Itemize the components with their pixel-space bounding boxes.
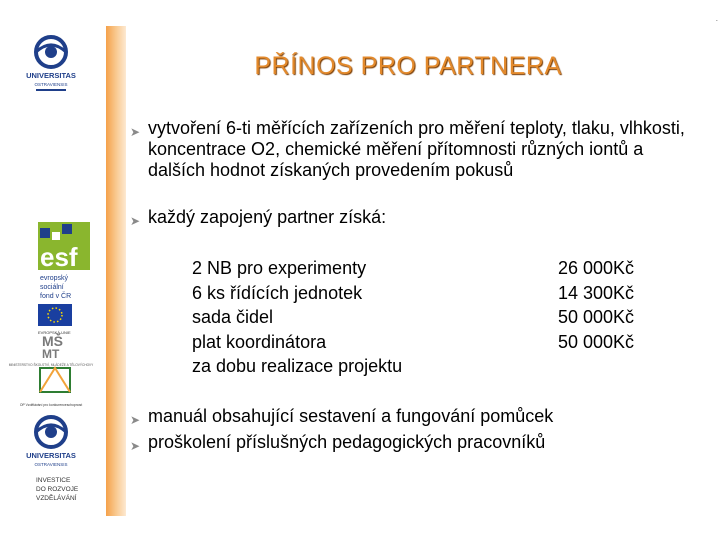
bullet-arrow-icon: ➤ (130, 413, 141, 427)
esf-line2: sociální (40, 284, 64, 291)
bullet-devices (130, 118, 702, 181)
op-logo (0, 364, 102, 412)
investice-3: VZDĚLÁVÁNÍ (36, 495, 77, 502)
list-item: za dobu realizace projektu (192, 356, 403, 376)
msmt-label: MINISTERSTVO ŠKOLSTVÍ, MLÁDEŽE A TĚLOVÝCHOVY (8, 363, 94, 367)
logo-column (0, 0, 102, 540)
bullet-partner-gets (130, 207, 690, 228)
bullet-devices-text: vytvoření 6-ti měřících zařízeních pro měření teploty, tlaku, vlhkosti, koncentrace O2, chemické měření přítomnosti různých iontů a dalších hodnot získaných provedením pokusů (148, 118, 685, 180)
bullet-manual (130, 406, 690, 427)
eu-label: EVROPSKÁ UNIE (38, 330, 71, 335)
svg-text:MŠ: MŠ (42, 333, 63, 349)
price-value: 26 000Kč (558, 258, 635, 278)
list-item: 6 ks řídících jednotek (192, 282, 363, 303)
orange-accent-bar (106, 26, 126, 516)
esf-word: esf (40, 242, 78, 272)
op-label: OP Vzdělávání pro konkurenceschopnost (19, 403, 83, 407)
univ-top-sub: OSTRAVIENSIS (34, 82, 68, 87)
bullet-manual-text: manuál obsahující sestavení a fungování pomůcek (148, 406, 554, 426)
univ-bottom-text: UNIVERSITAS (26, 451, 76, 460)
bullet-arrow-icon: ➤ (130, 214, 141, 228)
esf-line3: fond v ČR (40, 293, 72, 300)
price-value: 14 300Kč (558, 282, 635, 303)
svg-text:MT: MT (42, 347, 60, 361)
list-item: 2 NB pro experimenty (192, 258, 367, 278)
items-list (192, 256, 402, 379)
investice-1: INVESTICE (36, 477, 71, 484)
prices-list (558, 256, 634, 354)
bullet-partner-gets-text: každý zapojený partner získá: (148, 207, 387, 227)
univ-top-text: UNIVERSITAS (26, 71, 76, 80)
bullet-training-text: proškolení příslušných pedagogických pracovníků (148, 432, 546, 452)
corner-mark: . (715, 14, 718, 23)
univ-bottom-sub: OSTRAVIENSIS (34, 462, 68, 467)
esf-line1: evropský (40, 275, 69, 282)
msmt-logo (0, 328, 102, 368)
university-logo-bottom (0, 410, 102, 520)
bullet-arrow-icon: ➤ (130, 125, 141, 139)
investice-2: DO ROZVOJE (36, 486, 79, 493)
university-logo-top (0, 30, 102, 140)
list-item: sada čidel (192, 307, 274, 327)
esf-logo (0, 218, 102, 338)
bullet-arrow-icon: ➤ (130, 439, 141, 453)
price-value: 50 000Kč (558, 307, 635, 327)
slide-title: PŘÍNOS PRO PARTNERA (254, 52, 562, 80)
bullet-training (130, 432, 690, 453)
list-item: plat koordinátora (192, 331, 327, 352)
price-value: 50 000Kč (558, 331, 635, 352)
